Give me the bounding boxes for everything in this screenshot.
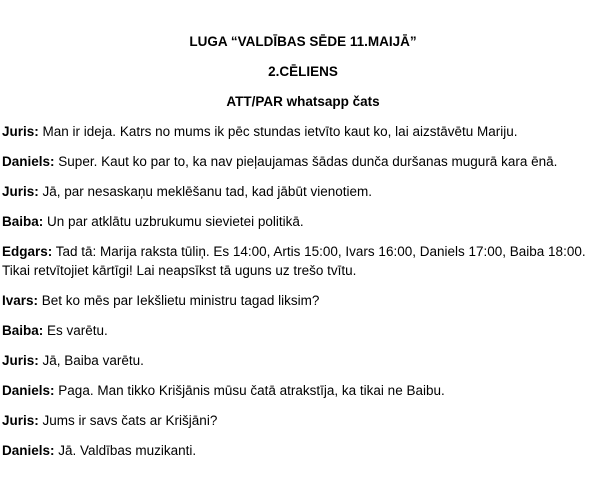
dialogue-text: Jā, Baiba varētu. <box>42 353 144 368</box>
dialogue-text: Super. Kaut ko par to, ka nav pieļaujamas šādas dunča duršanas mugurā kara ēnā. <box>58 154 558 169</box>
speaker-name: Edgars: <box>2 244 53 259</box>
dialogue-line <box>2 182 602 201</box>
speaker-name: Juris: <box>2 353 39 368</box>
speaker-name: Juris: <box>2 413 39 428</box>
speaker-name: Daniels: <box>2 443 55 458</box>
speaker-name: Juris: <box>2 124 39 139</box>
dialogue-text: Jā. Valdības muzikanti. <box>58 443 197 458</box>
dialogue-text: Paga. Man tikko Krišjānis mūsu čatā atrakstīja, ka tikai ne Baibu. <box>58 383 445 398</box>
speaker-name: Juris: <box>2 184 39 199</box>
dialogue-text: Tad tā: Marija raksta tūliņ. Es 14:00, Artis 15:00, Ivars 16:00, Daniels 17:00, Baiba 18:00. Tikai retvītojiet kārtīgi! Lai neapsīkst tā uguns uz trešo tvītu. <box>2 244 586 278</box>
dialogue-text: Un par atklātu uzbrukumu sievietei politikā. <box>47 214 304 229</box>
speaker-name: Daniels: <box>2 154 55 169</box>
dialogue-text: Es varētu. <box>47 323 108 338</box>
dialogue-line <box>2 321 602 340</box>
play-title: LUGA “VALDĪBAS SĒDE 11.MAIJĀ” <box>189 34 417 49</box>
dialogue-text: Jums ir savs čats ar Krišjāni? <box>42 413 218 428</box>
dialogue-line <box>2 291 602 310</box>
dialogue-line <box>2 212 602 231</box>
dialogue-line <box>2 152 602 171</box>
dialogue-line <box>2 351 602 370</box>
dialogue-line <box>2 242 602 280</box>
dialogue-line <box>2 122 602 141</box>
dialogue-text: Jā, par nesaskaņu meklēšanu tad, kad jābūt vienotiem. <box>42 184 372 199</box>
dialogue-text: Bet ko mēs par Iekšlietu ministru tagad liksim? <box>41 293 320 308</box>
dialogue-line <box>2 381 602 400</box>
speaker-name: Daniels: <box>2 383 55 398</box>
scene-heading: ATT/PAR whatsapp čats <box>226 94 380 109</box>
dialogue-text: Man ir ideja. Katrs no mums ik pēc stundas ietvīto kaut ko, lai aizstāvētu Mariju. <box>42 124 518 139</box>
speaker-name: Baiba: <box>2 214 44 229</box>
dialogue-line <box>2 441 602 460</box>
act-heading: 2.CĒLIENS <box>268 64 338 79</box>
speaker-name: Ivars: <box>2 293 39 308</box>
speaker-name: Baiba: <box>2 323 44 338</box>
dialogue-line <box>2 411 602 430</box>
